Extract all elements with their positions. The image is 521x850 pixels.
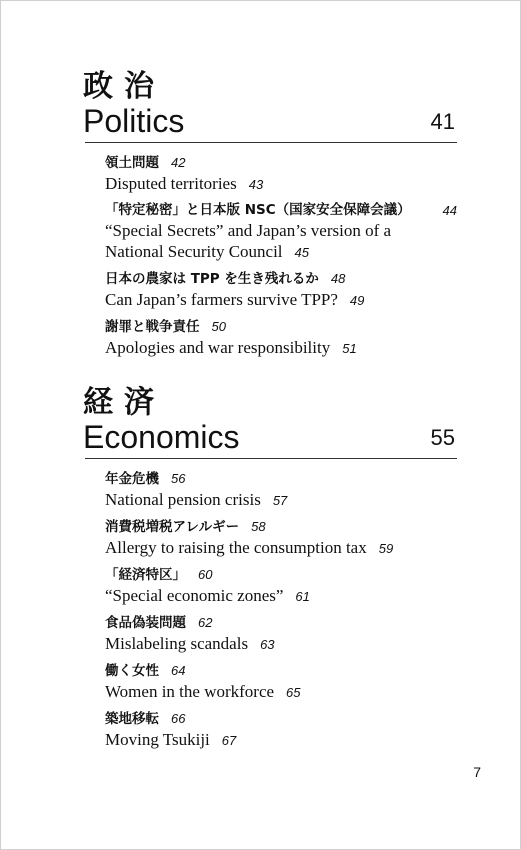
toc-entry bbox=[105, 201, 457, 263]
section-title-jp: 政治 bbox=[83, 69, 165, 104]
entry-page-en: 45 bbox=[294, 245, 309, 260]
entry-page-en: 61 bbox=[295, 589, 310, 604]
toc-entry-list bbox=[105, 153, 457, 359]
entry-title-en: Allergy to raising the consumption tax bbox=[105, 538, 367, 557]
entry-title-en-line: National Security Council bbox=[105, 242, 283, 261]
section-page-number: 41 bbox=[430, 109, 455, 134]
entry-page-en: 51 bbox=[342, 341, 357, 356]
entry-title-en: Disputed territories bbox=[105, 174, 237, 193]
entry-page-jp: 60 bbox=[198, 567, 213, 582]
entry-page-en: 63 bbox=[260, 637, 275, 652]
entry-title-jp: 年金危機 bbox=[105, 471, 159, 487]
entry-title-en-line: “Special Secrets” and Japan’s version of a bbox=[105, 221, 392, 240]
entry-title-jp: 食品偽装問題 bbox=[105, 615, 186, 631]
section-heading bbox=[85, 420, 457, 459]
entry-title-en: Apologies and war responsibility bbox=[105, 338, 331, 357]
entry-title-jp: 築地移転 bbox=[105, 711, 159, 727]
entry-page-en: 59 bbox=[378, 541, 394, 556]
toc-entry bbox=[105, 469, 457, 511]
section-economics bbox=[85, 386, 457, 757]
toc-entry bbox=[105, 613, 457, 655]
section-title-jp: 経済 bbox=[83, 385, 165, 420]
entry-page-en: 49 bbox=[349, 293, 365, 308]
section-title-en: Politics bbox=[83, 103, 185, 139]
entry-page-jp: 64 bbox=[171, 663, 186, 678]
toc-entry bbox=[105, 709, 457, 751]
entry-title-jp: 謝罪と戦争責任 bbox=[105, 319, 200, 335]
entry-title-en: Moving Tsukiji bbox=[105, 730, 210, 749]
entry-title-en: Can Japan’s farmers survive TPP? bbox=[105, 290, 338, 309]
toc-entry bbox=[105, 269, 457, 311]
section-heading bbox=[85, 104, 457, 143]
entry-title-jp: 消費税増税アレルギー bbox=[105, 519, 240, 535]
toc-entry bbox=[105, 661, 457, 703]
entry-page-en: 57 bbox=[272, 493, 288, 508]
toc-entry bbox=[105, 517, 457, 559]
entry-page-en: 67 bbox=[221, 733, 237, 748]
entry-title-jp: 領土問題 bbox=[105, 155, 159, 171]
entry-page-jp: 66 bbox=[171, 711, 186, 726]
entry-title-en: “Special economic zones” bbox=[105, 586, 284, 605]
entry-page-jp: 56 bbox=[171, 471, 186, 486]
entry-title-jp: 「特定秘密」と日本版 NSC（国家安全保障会議） bbox=[105, 202, 411, 218]
entry-page-en: 65 bbox=[286, 685, 301, 700]
entry-title-en: Women in the workforce bbox=[105, 682, 275, 701]
entry-title-jp: 「経済特区」 bbox=[105, 567, 186, 583]
toc-entry bbox=[105, 565, 457, 607]
entry-page-jp: 62 bbox=[198, 615, 213, 630]
entry-title-jp: 働く女性 bbox=[105, 663, 159, 679]
page-number: 7 bbox=[473, 764, 481, 780]
toc-entry-list bbox=[105, 469, 457, 751]
entry-title-en: Mislabeling scandals bbox=[105, 634, 249, 653]
entry-title-jp: 日本の農家は TPP を生き残れるか bbox=[105, 271, 319, 287]
toc-entry bbox=[105, 317, 457, 359]
toc-entry bbox=[105, 153, 457, 195]
entry-page-jp: 44 bbox=[442, 203, 457, 218]
entry-page-en: 43 bbox=[248, 177, 264, 192]
section-page-number: 55 bbox=[430, 425, 455, 450]
entry-page-jp: 42 bbox=[171, 155, 186, 170]
section-title-en: Economics bbox=[83, 419, 240, 455]
entry-page-jp: 58 bbox=[251, 519, 266, 534]
entry-page-jp: 50 bbox=[211, 319, 226, 334]
entry-title-en: National pension crisis bbox=[105, 490, 261, 509]
section-politics bbox=[85, 70, 457, 365]
entry-page-jp: 48 bbox=[330, 271, 346, 286]
